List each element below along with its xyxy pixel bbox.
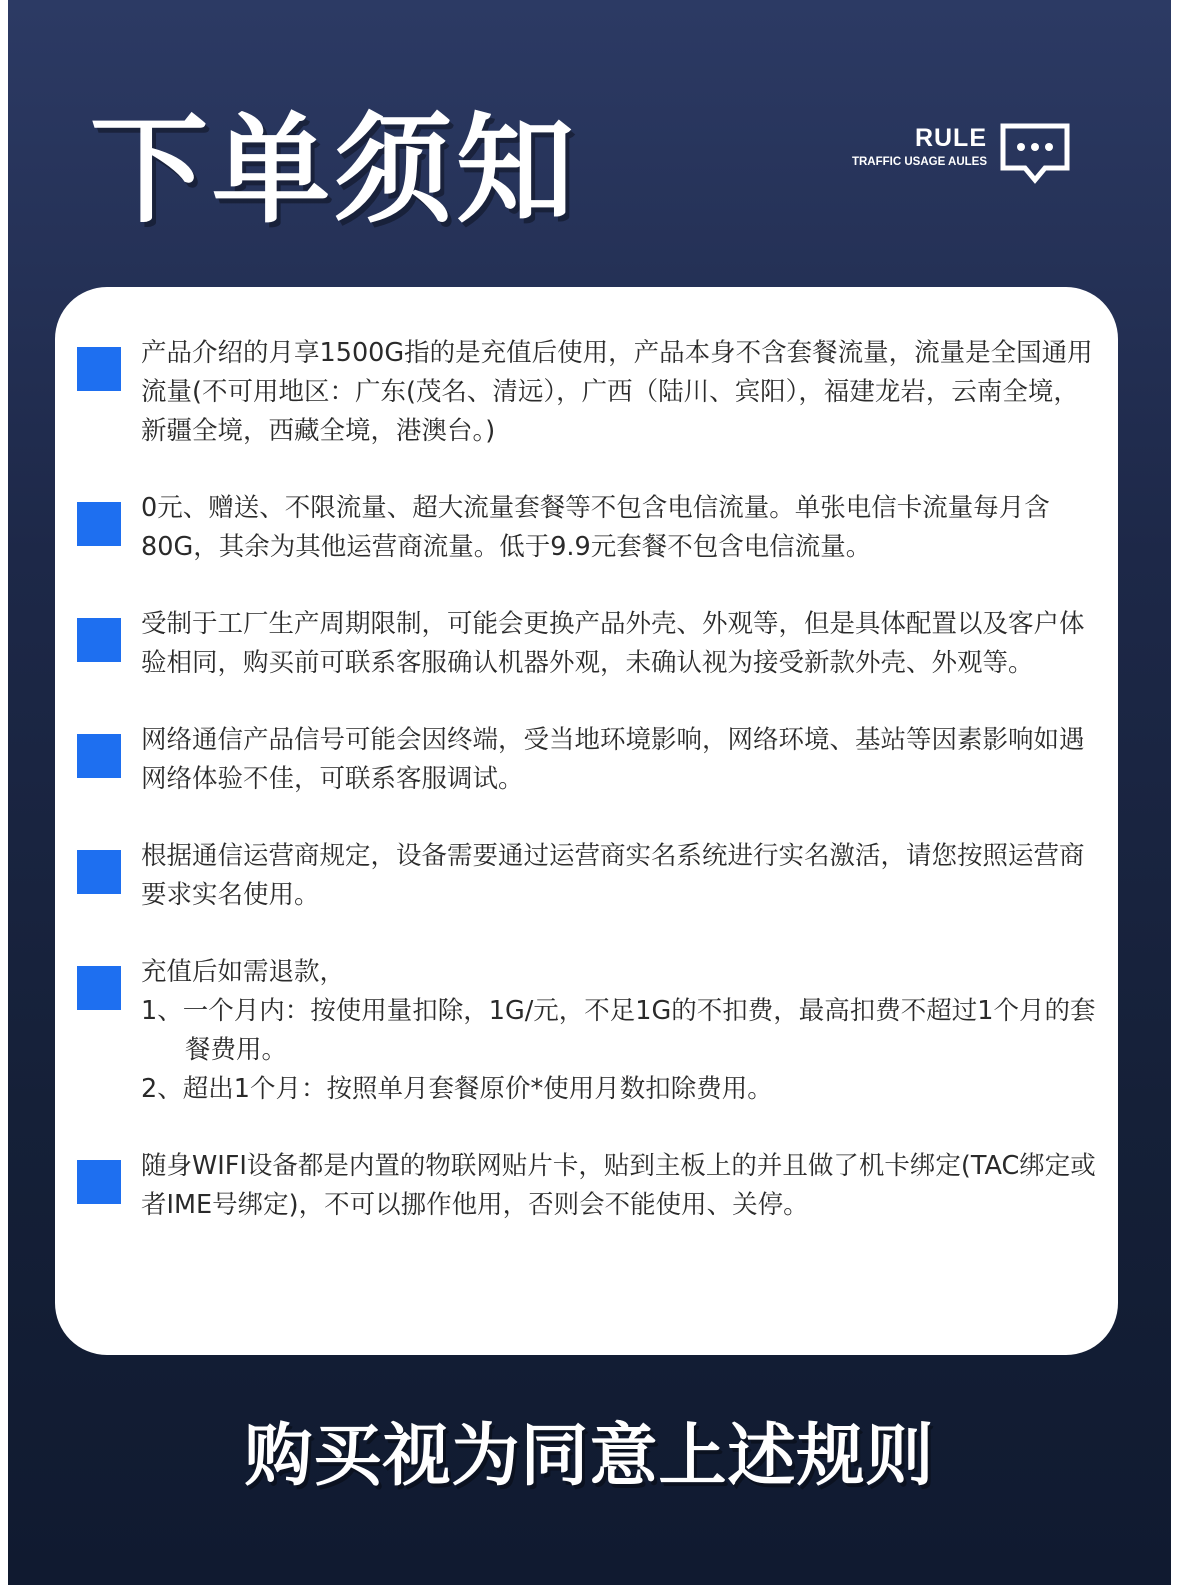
bullet-square (77, 966, 121, 1010)
rule-text: 0元、赠送、不限流量、超大流量套餐等不包含电信流量。单张电信卡流量每月含80G，其余为其他运营商流量。低于9.9元套餐不包含电信流量。 (141, 493, 1050, 562)
rules-list (55, 334, 1118, 1263)
rule-text: 充值后如需退款， (141, 957, 346, 987)
rule-item (55, 1147, 1118, 1225)
rule-body (141, 953, 1096, 1109)
chat-bubble-ellipsis-icon (999, 122, 1071, 188)
refund-subitem: 1、一个月内：按使用量扣除，1G/元，不足1G的不扣费，最高扣费不超过1个月的套餐费用。 (141, 996, 1096, 1065)
bullet-square (77, 734, 121, 778)
rule-text: 网络通信产品信号可能会因终端，受当地环境影响，网络环境、基站等因素影响如遇网络体验不佳，可联系客服调试。 (141, 725, 1085, 794)
rule-item (55, 334, 1118, 451)
bullet-square (77, 347, 121, 391)
bullet-square (77, 850, 121, 894)
bullet-square (77, 502, 121, 546)
rule-text: 受制于工厂生产周期限制，可能会更换产品外壳、外观等，但是具体配置以及客户体验相同，购买前可联系客服确认机器外观，未确认视为接受新款外壳、外观等。 (141, 609, 1085, 678)
rule-text: 随身WIFI设备都是内置的物联网贴片卡，贴到主板上的并且做了机卡绑定(TAC绑定或者IME号绑定)，不可以挪作他用，否则会不能使用、关停。 (141, 1151, 1096, 1220)
bullet-square (77, 618, 121, 662)
footer-agreement: 购买视为同意上述规则 (244, 1417, 935, 1496)
rule-badge-subtitle: TRAFFIC USAGE AULES (851, 156, 987, 168)
rule-badge-title: RULE (914, 124, 987, 152)
rule-badge (851, 122, 1075, 192)
refund-subitem: 2、超出1个月：按照单月套餐原价*使用月数扣除费用。 (141, 1074, 773, 1104)
rule-item (55, 489, 1118, 567)
rule-text: 产品介绍的月享1500G指的是充值后使用，产品本身不含套餐流量，流量是全国通用流量(不可用地区：广东(茂名、清远），广西（陆川、宾阳），福建龙岩，云南全境，新疆全境，西藏全境，港澳台。) (141, 338, 1093, 446)
rule-item (55, 837, 1118, 915)
rule-item (55, 953, 1118, 1109)
page-title: 下单须知 (90, 101, 579, 239)
rules-card (55, 287, 1118, 1355)
rule-text: 根据通信运营商规定，设备需要通过运营商实名系统进行实名激活，请您按照运营商要求实名使用。 (141, 841, 1085, 910)
bullet-square (77, 1160, 121, 1204)
rule-item (55, 605, 1118, 683)
rule-item (55, 721, 1118, 799)
